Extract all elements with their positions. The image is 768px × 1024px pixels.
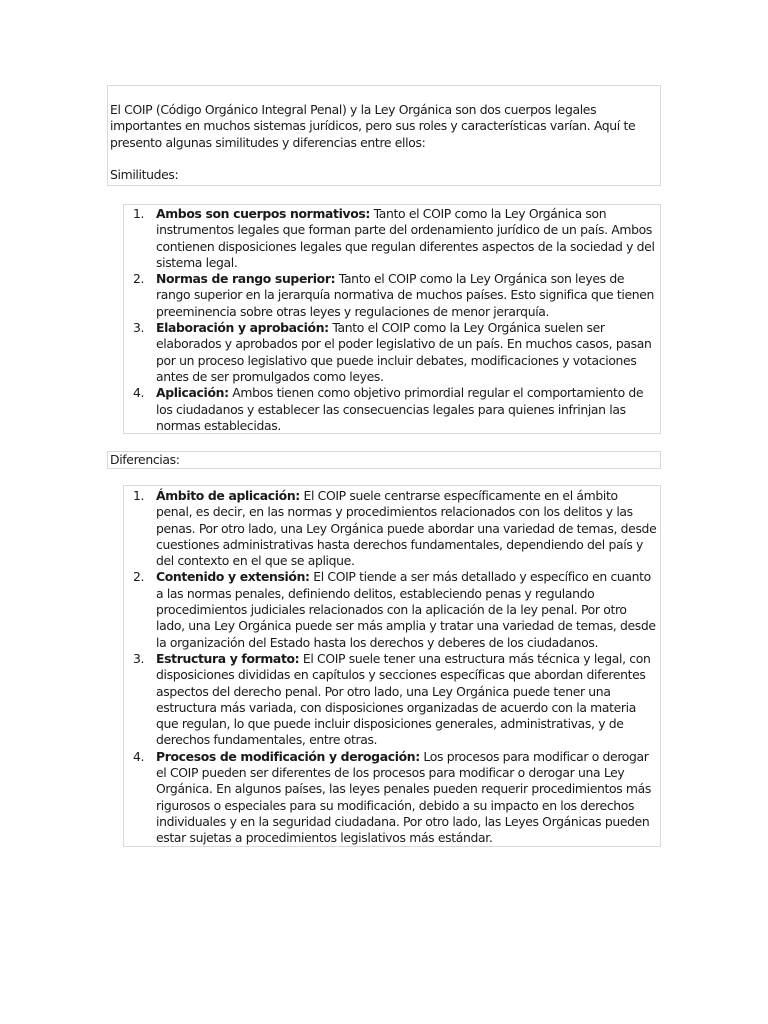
- item-text: Ambos tienen como objetivo primordial regular el comportamiento de los ciudadanos y establecer las consecuencias legales para quienes infrinjan las normas establecidas.: [156, 385, 644, 433]
- item-body: [156, 488, 657, 569]
- similitudes-section: [123, 204, 661, 434]
- item-number: 1.: [133, 488, 145, 503]
- item-body: [156, 749, 657, 847]
- item-text: Tanto el COIP como la Ley Orgánica son instrumentos legales que forman parte del ordenamiento jurídico de un país. Ambos contienen disposiciones legales que regulan diferentes aspectos de la sociedad y del sistema legal.: [156, 206, 655, 270]
- item-term: Normas de rango superior:: [156, 271, 336, 287]
- item-text: El COIP suele tener una estructura más técnica y legal, con disposiciones divididas en capítulos y secciones específicas que abordan diferentes aspectos del derecho penal. Por otro lado, una Ley Orgánica puede tener una estructura más variada, con disposiciones organizadas de acuerdo con la materia que regulan, lo que puede incluir disposiciones generales, administrativas, y de derechos fundamentales, entre otras.: [156, 650, 651, 748]
- intro-section: [107, 85, 661, 186]
- list-item: [124, 569, 657, 650]
- intro-paragraph: El COIP (Código Orgánico Integral Penal) y la Ley Orgánica son dos cuerpos legales importantes en muchos sistemas jurídicos, pero sus roles y características varían. Aquí te presento algunas similitudes y diferencias entre ellos:: [110, 102, 636, 150]
- list-item: [124, 206, 657, 271]
- list-item: [124, 320, 657, 385]
- diferencias-list: [124, 488, 657, 847]
- item-text: Tanto el COIP como la Ley Orgánica son leyes de rango superior en la jerarquía normativa de muchos países. Esto significa que tienen preeminencia sobre otras leyes y regulaciones de menor jerarquía.: [156, 271, 655, 319]
- item-body: [156, 651, 657, 749]
- item-number: 2.: [133, 569, 145, 585]
- list-item: [124, 651, 657, 749]
- diferencias-section: [123, 485, 661, 847]
- item-text: Tanto el COIP como la Ley Orgánica suelen ser elaborados y aprobados por el poder legislativo de un país. En muchos casos, pasan por un proceso legislativo que puede incluir debates, modificaciones y votaciones antes de ser promulgados como leyes.: [156, 320, 652, 384]
- diferencias-heading: Diferencias:: [110, 452, 180, 467]
- item-text: Los procesos para modificar o derogar el COIP pueden ser diferentes de los procesos para modificar o derogar una Ley Orgánica. En algunos países, las leyes penales pueden requerir procedimientos más rigurosos o especiales para su modificación, debido a su impacto en los derechos individuales y en la seguridad ciudadana. Por otro lado, las Leyes Orgánicas pueden estar sujetas a procedimientos legislativos más estándar.: [156, 748, 651, 846]
- item-body: [156, 271, 657, 320]
- item-body: [156, 569, 657, 650]
- item-number: 3.: [133, 650, 145, 666]
- similitudes-heading: Similitudes:: [110, 166, 179, 182]
- item-body: [156, 320, 657, 385]
- item-number: 4.: [133, 748, 145, 764]
- diferencias-heading-box: [107, 451, 661, 469]
- list-item: [124, 749, 657, 847]
- item-body: [156, 206, 657, 271]
- item-number: 4.: [133, 385, 145, 401]
- item-term: Aplicación:: [156, 385, 229, 401]
- item-term: Estructura y formato:: [156, 650, 300, 666]
- item-term: Elaboración y aprobación:: [156, 320, 329, 336]
- list-item: [124, 271, 657, 320]
- list-item: [124, 488, 657, 569]
- item-number: 1.: [133, 206, 145, 221]
- item-term: Ámbito de aplicación:: [156, 488, 300, 503]
- item-body: [156, 385, 657, 434]
- item-term: Procesos de modificación y derogación:: [156, 748, 420, 764]
- item-term: Ambos son cuerpos normativos:: [156, 206, 371, 221]
- item-number: 3.: [133, 320, 145, 336]
- item-text: El COIP suele centrarse específicamente en el ámbito penal, es decir, en las normas y procedimientos relacionados con los delitos y las penas. Por otro lado, una Ley Orgánica puede abordar una variedad de temas, desde cuestiones administrativas hasta derechos fundamentales, dependiendo del país y del contexto en el que se aplique.: [156, 488, 657, 569]
- similitudes-list: [124, 206, 657, 434]
- item-text: El COIP tiende a ser más detallado y específico en cuanto a las normas penales, definiendo delitos, estableciendo penas y regulando procedimientos judiciales relacionados con la aplicación de la ley penal. Por otro lado, una Ley Orgánica puede ser más amplia y tratar una variedad de temas, desde la organización del Estado hasta los derechos y deberes de los ciudadanos.: [156, 569, 656, 650]
- item-number: 2.: [133, 271, 145, 287]
- paragraph-spacer: [110, 151, 657, 167]
- item-term: Contenido y extensión:: [156, 569, 310, 585]
- list-item: [124, 385, 657, 434]
